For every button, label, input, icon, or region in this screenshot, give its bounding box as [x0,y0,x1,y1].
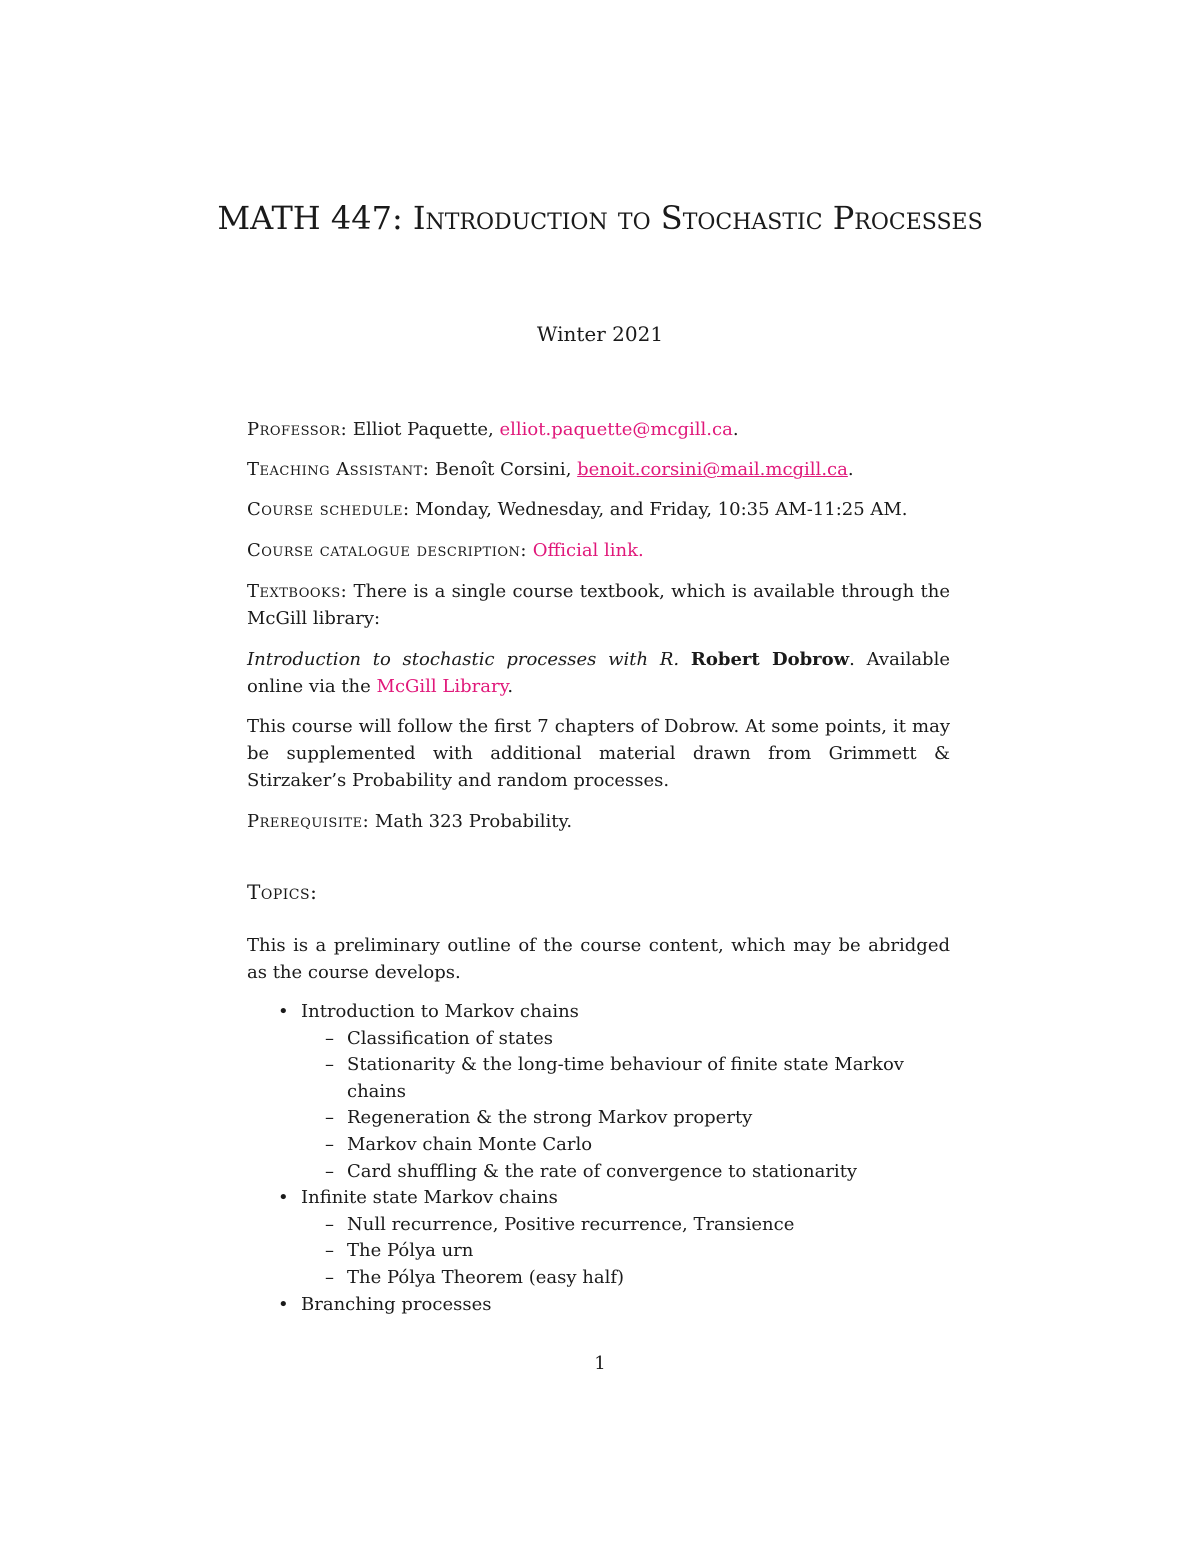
professor-line [247,416,950,443]
subtopic-label: The Pólya urn [347,1240,474,1262]
title-course-name: Introduction to Stochastic Processes [412,199,983,237]
subtopic-item [301,1052,950,1105]
professor-suffix: . [732,419,739,440]
course-follow-paragraph: This course will follow the first 7 chapters of Dobrow. At some points, it may be supplemented with additional material drawn from Grimmett & Stirzaker’s Probability and random processes. [247,716,950,791]
catalogue-link[interactable]: Official link. [532,540,644,561]
catalogue-label: Course catalogue description: [247,540,527,561]
book-availability-end: . [507,676,514,697]
professor-name: Elliot Paquette, [352,419,494,440]
professor-label: Professor: [247,419,348,440]
schedule-line [247,496,950,523]
dash-icon: – [325,1054,334,1076]
subtopic-item [301,1159,950,1186]
professor-email-link[interactable]: elliot.paquette@mcgill.ca [499,419,733,440]
ta-name: Benoît Corsini, [435,459,572,480]
dash-icon: – [325,1160,334,1182]
book-title: Introduction to stochastic processes with R. [247,649,680,670]
bullet-icon: • [278,1001,289,1022]
subtopic-label: Regeneration & the strong Markov property [347,1107,753,1129]
prerequisite-line [247,808,950,835]
topic-label: Branching processes [301,1293,492,1315]
subtopics-list [301,1026,950,1186]
prerequisite-label: Prerequisite: [247,811,370,832]
topic-label: Infinite state Markov chains [301,1187,558,1209]
topic-item [247,1292,950,1319]
ta-email-link[interactable]: benoit.corsini@mail.mcgill.ca [577,459,848,480]
subtopic-label: Markov chain Monte Carlo [347,1133,593,1155]
textbooks-label: Textbooks: [247,581,348,602]
textbooks-paragraph [247,578,950,632]
subtopic-label: Null recurrence, Positive recurrence, Transience [347,1213,795,1235]
subtopic-item [301,1026,950,1053]
subtopic-label: Stationarity & the long-time behaviour of finite state Markov chains [347,1054,904,1102]
schedule-value: Monday, Wednesday, and Friday, 10:35 AM-11:25 AM. [415,499,908,520]
page-number: 1 [594,1353,606,1374]
bullet-icon: • [278,1293,289,1315]
book-availability: . Available online via the [247,649,950,697]
title-course-code: MATH 447: [217,199,403,237]
subtopic-label: Classification of states [347,1027,553,1049]
dash-icon: – [325,1240,334,1262]
topics-intro: This is a preliminary outline of the course content, which may be abridged as the course develops. [247,935,950,983]
schedule-label: Course schedule: [247,499,410,520]
ta-line [247,456,950,483]
subtopic-item [301,1105,950,1132]
subtopic-item [301,1238,950,1265]
ta-label: Teaching Assistant: [247,459,430,480]
dash-icon: – [325,1213,334,1235]
topic-item [247,999,950,1185]
subtopic-item [301,1265,950,1292]
prerequisite-value: Math 323 Probability. [374,811,573,832]
dash-icon: – [325,1133,334,1155]
book-author: Robert Dobrow [690,649,850,670]
topic-label: Introduction to Markov chains [301,1001,579,1022]
document-title [200,192,1000,244]
subtopic-label: The Pólya Theorem (easy half) [347,1266,625,1288]
library-link[interactable]: McGill Library [376,676,508,697]
topics-heading: Topics: [247,880,318,904]
subtopic-item [301,1132,950,1159]
dash-icon: – [325,1266,334,1288]
textbooks-text: There is a single course textbook, which is available through the McGill library: [247,581,950,629]
subtopic-label: Card shuffling & the rate of convergence to stationarity [347,1160,858,1182]
dash-icon: – [325,1027,334,1049]
term: Winter 2021 [536,322,664,346]
catalogue-line [247,537,950,564]
subtopic-item [301,1212,950,1239]
topics-list [247,999,950,1318]
topic-item [247,1185,950,1291]
dash-icon: – [325,1107,334,1129]
ta-suffix: . [847,459,854,480]
book-reference [247,646,950,700]
subtopics-list [301,1212,950,1292]
bullet-icon: • [278,1187,289,1209]
